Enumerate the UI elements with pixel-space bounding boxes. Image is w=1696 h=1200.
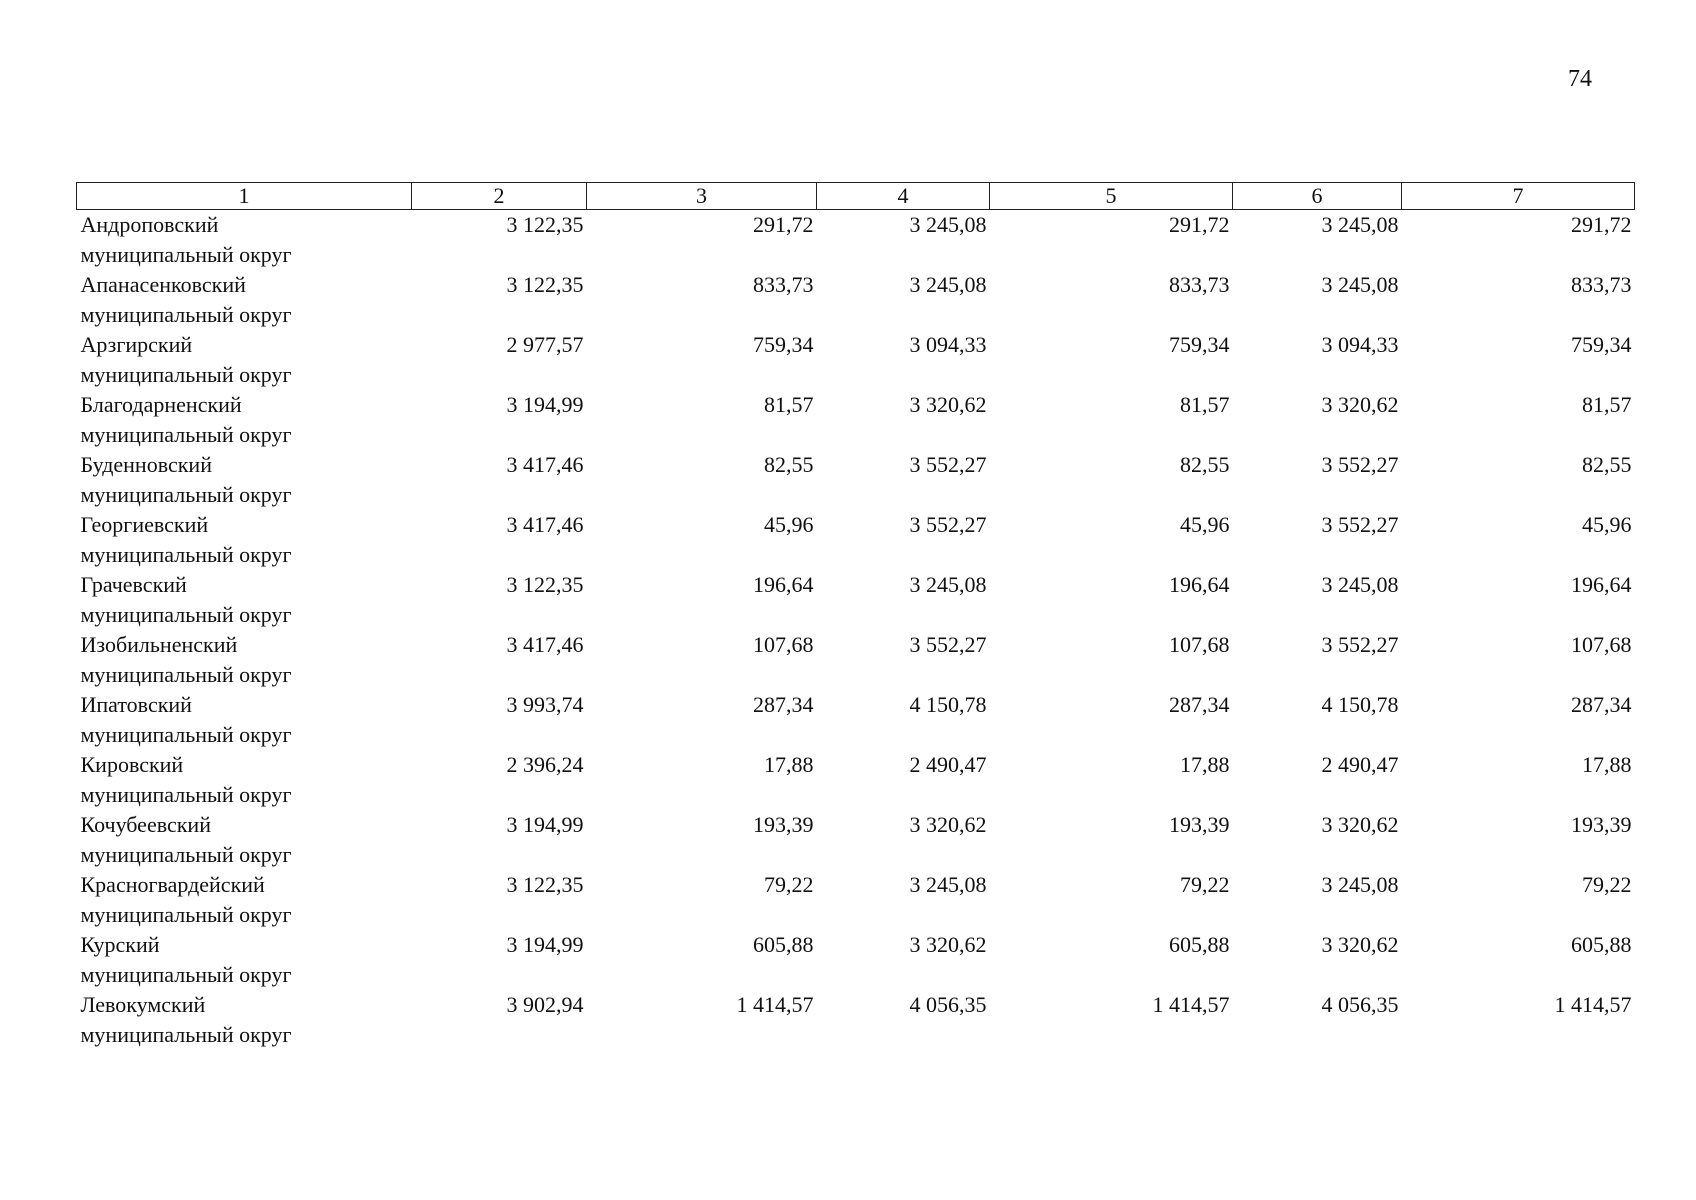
value-cell-col-4: 3 094,33 [909, 332, 987, 357]
value-cell-col-2: 3 122,35 [506, 212, 584, 237]
value-cell-col-7: 605,88 [1571, 932, 1632, 957]
district-name-cell [77, 750, 412, 810]
district-type: муниципальный округ [80, 362, 292, 387]
table-row [77, 210, 1635, 271]
value-cell-col-4: 3 245,08 [909, 212, 987, 237]
district-name: Георгиевский [80, 512, 209, 537]
value-cell-col-5: 287,34 [1169, 692, 1230, 717]
district-name-cell [77, 510, 412, 570]
value-cell-col-4: 3 245,08 [909, 272, 987, 297]
district-name: Арзгирский [80, 332, 193, 357]
value-cell-col-3: 759,34 [753, 332, 814, 357]
value-cell-col-4: 3 245,08 [909, 572, 987, 597]
district-name-cell [77, 990, 412, 1050]
value-cell-col-2: 3 122,35 [506, 872, 584, 897]
district-name: Красногвардейский [80, 872, 265, 897]
table-row [77, 690, 1635, 750]
district-name-cell [77, 330, 412, 390]
value-cell-col-7: 287,34 [1571, 692, 1632, 717]
value-cell-col-6: 4 150,78 [1321, 692, 1399, 717]
value-cell-col-2: 3 122,35 [506, 272, 584, 297]
district-name: Буденновский [80, 452, 212, 477]
value-cell-col-7: 45,96 [1582, 512, 1632, 537]
column-header-1: 1 [77, 183, 412, 210]
value-cell-col-7: 1 414,57 [1554, 992, 1632, 1017]
district-name: Ипатовский [80, 692, 192, 717]
district-name-cell [77, 870, 412, 930]
value-cell-col-2: 2 977,57 [506, 332, 584, 357]
value-cell-col-7: 81,57 [1582, 392, 1632, 417]
value-cell-col-2: 3 902,94 [506, 992, 584, 1017]
header-row [77, 183, 1635, 210]
value-cell-col-3: 45,96 [764, 512, 814, 537]
value-cell-col-4: 2 490,47 [909, 752, 987, 777]
value-cell-col-5: 196,64 [1169, 572, 1230, 597]
value-cell-col-4: 3 320,62 [909, 812, 987, 837]
table-body [77, 210, 1635, 1051]
column-header-3: 3 [587, 183, 817, 210]
value-cell-col-6: 4 056,35 [1321, 992, 1399, 1017]
table-row [77, 750, 1635, 810]
value-cell-col-2: 3 417,46 [506, 512, 584, 537]
value-cell-col-5: 833,73 [1169, 272, 1230, 297]
district-name: Благодарненский [80, 392, 242, 417]
column-header-7: 7 [1402, 183, 1635, 210]
table-row [77, 510, 1635, 570]
value-cell-col-7: 196,64 [1571, 572, 1632, 597]
district-name: Кочубеевский [80, 812, 211, 837]
value-cell-col-5: 82,55 [1180, 452, 1230, 477]
value-cell-col-2: 3 122,35 [506, 572, 584, 597]
value-cell-col-3: 605,88 [753, 932, 814, 957]
district-type: муниципальный округ [80, 902, 292, 927]
value-cell-col-5: 17,88 [1180, 752, 1230, 777]
table-row [77, 930, 1635, 990]
district-name-cell [77, 690, 412, 750]
value-cell-col-3: 107,68 [753, 632, 814, 657]
value-cell-col-4: 3 320,62 [909, 392, 987, 417]
district-type: муниципальный округ [80, 662, 292, 687]
table-row [77, 810, 1635, 870]
district-name-cell [77, 270, 412, 330]
value-cell-col-7: 291,72 [1571, 212, 1632, 237]
district-type: муниципальный округ [80, 302, 292, 327]
value-cell-col-3: 79,22 [764, 872, 814, 897]
value-cell-col-6: 3 245,08 [1321, 872, 1399, 897]
value-cell-col-5: 1 414,57 [1152, 992, 1230, 1017]
value-cell-col-3: 17,88 [764, 752, 814, 777]
table-row [77, 630, 1635, 690]
value-cell-col-5: 605,88 [1169, 932, 1230, 957]
value-cell-col-5: 107,68 [1169, 632, 1230, 657]
value-cell-col-7: 107,68 [1571, 632, 1632, 657]
value-cell-col-3: 1 414,57 [736, 992, 814, 1017]
table-row [77, 570, 1635, 630]
district-name: Левокумский [80, 992, 206, 1017]
district-type: муниципальный округ [80, 962, 292, 987]
district-type: муниципальный округ [80, 422, 292, 447]
district-type: муниципальный округ [80, 782, 292, 807]
value-cell-col-5: 45,96 [1180, 512, 1230, 537]
value-cell-col-6: 3 320,62 [1321, 392, 1399, 417]
value-cell-col-7: 79,22 [1582, 872, 1632, 897]
value-cell-col-5: 79,22 [1180, 872, 1230, 897]
column-header-4: 4 [817, 183, 990, 210]
district-name: Грачевский [80, 572, 187, 597]
value-cell-col-6: 3 552,27 [1321, 632, 1399, 657]
value-cell-col-4: 3 245,08 [909, 872, 987, 897]
district-type: муниципальный округ [80, 1022, 292, 1047]
value-cell-col-2: 3 993,74 [506, 692, 584, 717]
district-name-cell [77, 810, 412, 870]
table-row [77, 450, 1635, 510]
table-row [77, 870, 1635, 930]
district-name: Апанасенковский [80, 272, 246, 297]
page-number: 74 [1568, 66, 1592, 92]
value-cell-col-3: 82,55 [764, 452, 814, 477]
value-cell-col-7: 82,55 [1582, 452, 1632, 477]
district-name-cell [77, 570, 412, 630]
district-name: Кировский [80, 752, 184, 777]
value-cell-col-5: 291,72 [1169, 212, 1230, 237]
district-name-cell [77, 930, 412, 990]
data-table [76, 182, 1635, 1050]
value-cell-col-4: 3 552,27 [909, 452, 987, 477]
district-type: муниципальный округ [80, 542, 292, 567]
value-cell-col-7: 17,88 [1582, 752, 1632, 777]
district-type: муниципальный округ [80, 482, 292, 507]
value-cell-col-2: 2 396,24 [506, 752, 584, 777]
value-cell-col-6: 2 490,47 [1321, 752, 1399, 777]
value-cell-col-2: 3 417,46 [506, 452, 584, 477]
value-cell-col-5: 759,34 [1169, 332, 1230, 357]
district-name: Курский [80, 932, 160, 957]
district-name-cell [77, 210, 412, 271]
value-cell-col-3: 287,34 [753, 692, 814, 717]
value-cell-col-3: 193,39 [753, 812, 814, 837]
value-cell-col-5: 193,39 [1169, 812, 1230, 837]
table-row [77, 990, 1635, 1050]
value-cell-col-3: 833,73 [753, 272, 814, 297]
value-cell-col-2: 3 194,99 [506, 392, 584, 417]
value-cell-col-2: 3 194,99 [506, 932, 584, 957]
value-cell-col-5: 81,57 [1180, 392, 1230, 417]
value-cell-col-3: 81,57 [764, 392, 814, 417]
value-cell-col-6: 3 094,33 [1321, 332, 1399, 357]
value-cell-col-4: 3 552,27 [909, 512, 987, 537]
value-cell-col-6: 3 245,08 [1321, 272, 1399, 297]
value-cell-col-3: 196,64 [753, 572, 814, 597]
value-cell-col-4: 3 552,27 [909, 632, 987, 657]
table-row [77, 390, 1635, 450]
district-type: муниципальный округ [80, 722, 292, 747]
value-cell-col-6: 3 320,62 [1321, 932, 1399, 957]
table-row [77, 270, 1635, 330]
value-cell-col-6: 3 245,08 [1321, 212, 1399, 237]
value-cell-col-6: 3 245,08 [1321, 572, 1399, 597]
value-cell-col-2: 3 194,99 [506, 812, 584, 837]
column-header-5: 5 [990, 183, 1233, 210]
district-name-cell [77, 630, 412, 690]
value-cell-col-6: 3 552,27 [1321, 452, 1399, 477]
value-cell-col-6: 3 552,27 [1321, 512, 1399, 537]
value-cell-col-6: 3 320,62 [1321, 812, 1399, 837]
district-type: муниципальный округ [80, 842, 292, 867]
column-header-2: 2 [412, 183, 587, 210]
column-header-6: 6 [1233, 183, 1402, 210]
value-cell-col-7: 833,73 [1571, 272, 1632, 297]
value-cell-col-3: 291,72 [753, 212, 814, 237]
district-name: Изобильненский [80, 632, 238, 657]
district-name-cell [77, 390, 412, 450]
value-cell-col-4: 4 056,35 [909, 992, 987, 1017]
district-name-cell [77, 450, 412, 510]
district-type: муниципальный округ [80, 242, 292, 267]
table-header [77, 183, 1635, 210]
value-cell-col-7: 759,34 [1571, 332, 1632, 357]
district-name: Андроповский [80, 212, 219, 237]
district-type: муниципальный округ [80, 602, 292, 627]
value-cell-col-4: 4 150,78 [909, 692, 987, 717]
table-row [77, 330, 1635, 390]
value-cell-col-7: 193,39 [1571, 812, 1632, 837]
value-cell-col-4: 3 320,62 [909, 932, 987, 957]
value-cell-col-2: 3 417,46 [506, 632, 584, 657]
